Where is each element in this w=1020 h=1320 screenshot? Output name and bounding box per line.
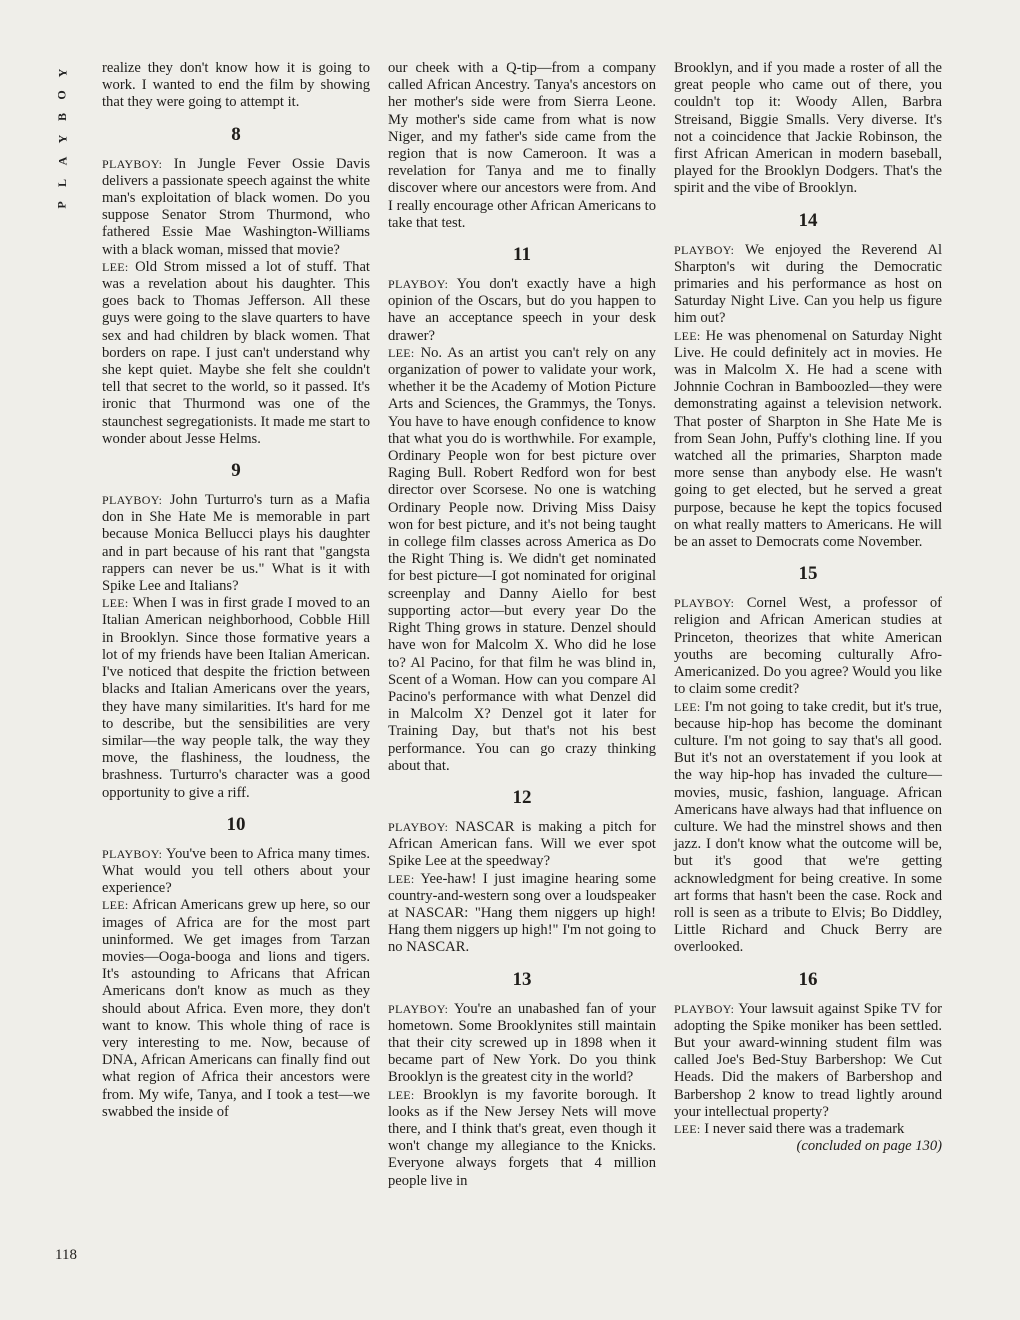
- answer-text: African Americans grew up here, so our images of Africa are for the most part uninformed. We get images from Tarzan movies—Ooga-booga and lions and tigers. It's astounding to Africans that African Americans don't know as much as they should about Africa. Even more, they don't want to know. This whole thing of race is very interesting to me. Now, because of DNA, African Americans can finally find out what region of Africa their ancestors were from. My wife, Tanya, and I took a test—we swabbed the inside of: [102, 897, 370, 1120]
- answer-text: Yee-haw! I just imagine hearing some country-and-western song over a loudspeaker at NASCAR: "Hang them niggers up high! Hang them niggers up high!" I'm not going to no NASCAR.: [388, 870, 657, 956]
- question-text: We enjoyed the Reverend Al Sharpton's wit during the Democratic primaries and his performance as host on Saturday Night Live. Can you help us figure him out?: [674, 241, 942, 327]
- answer: [674, 328, 942, 552]
- speaker-label: PLAYBOY:: [388, 819, 449, 834]
- answer: [102, 259, 370, 448]
- speaker-label: LEE:: [388, 345, 415, 360]
- question-text: You don't exactly have a high opinion of the Oscars, but do you happen to have an acceptance speech in your desk drawer?: [388, 276, 656, 344]
- question-number: 10: [226, 813, 246, 835]
- answer: [388, 345, 656, 775]
- answer: [674, 1121, 942, 1138]
- answer-text: Old Strom missed a lot of stuff. That was a revelation about his daughter. This goes back to Thomas Jefferson. All these guys were going to the slave quarters to have sex and had children by black women. That borders on rape. I just can't understand why she kept quiet. Maybe she felt she couldn't tell that secret to the world, so it passed. It's ironic that Thurmond was one of the staunchest segregationists. It made me start to wonder about Jesse Helms.: [102, 258, 370, 447]
- answer: [388, 871, 656, 957]
- question: [388, 276, 656, 345]
- paragraph: Brooklyn, and if you made a roster of all the great people who came out of there, you couldn't top it: Woody Allen, Barbra Streisand, Biggie Smalls. Very diverse. It's not a coincidence that Jackie Robinson, the first African American in modern baseball, played for the Brooklyn Dodgers. That's the spirit and the vibe of Brooklyn.: [674, 60, 942, 197]
- speaker-label: PLAYBOY:: [674, 1001, 735, 1016]
- answer-text: No. As an artist you can't rely on any organization of power to validate your work, whether it be the Academy of Motion Picture Arts and Sciences, the Grammys, the Tonys. You have to have enough confidence to know that what you do is worthwhile. For example, Ordinary People won for best picture over Raging Bull. Robert Redford won for best director over Scorsese. No one is watching Ordinary People now. Driving Miss Daisy won for best picture, and it's not being taught in college film classes across America as Do the Right Thing is. We didn't get nominated for best picture—I got nominated for original screenplay and Danny Aiello for best supporting actor—but every year Do the Right Thing grows in stature. Denzel should have won for Malcolm X. Who did he lose to? Al Pacino, for that film he was blind in, Scent of a Woman. How can you compare Al Pacino's performance with what Denzel did in Malcolm X? Denzel got it later for Training Day, but that's not his best performance. You can go crazy thinking about that.: [388, 344, 656, 774]
- question: [388, 819, 656, 871]
- speaker-label: PLAYBOY:: [388, 1001, 449, 1016]
- answer-text: I never said there was a trademark: [704, 1120, 905, 1137]
- speaker-label: PLAYBOY:: [102, 156, 163, 171]
- question-number: 8: [231, 123, 241, 145]
- question-number: 9: [231, 460, 241, 482]
- question: [388, 1001, 656, 1087]
- question-number: 11: [513, 244, 531, 266]
- question-text: You're an unabashed fan of your hometown. Some Brooklynites still maintain that their city screwed up in 1898 when it became part of New York. Do you think Brooklyn is the greatest city in the world?: [388, 1000, 657, 1086]
- question: [102, 156, 370, 259]
- continued-note: (concluded on page 130): [796, 1138, 942, 1155]
- paragraph: our cheek with a Q-tip—from a company called African Ancestry. Tanya's ancestors on her mother's side were from Sierra Leone. My mother's side came from what is now Niger, and my father's side came from the region that is now Cameroon. It was a revelation for Tanya and me to finally discover where our ancestors were from. And I really encourage other African Americans to take that test.: [388, 60, 656, 231]
- speaker-label: PLAYBOY:: [388, 277, 449, 292]
- speaker-label: PLAYBOY:: [674, 596, 735, 611]
- answer-text: He was phenomenal on Saturday Night Live. He could definitely act in movies. He was in Malcolm X. He had a scene with Johnnie Cochran in Bamboozled—they were demonstrating against a television network. That poster of Sharpton in She Hate Me is from Sean John, Puffy's clothing line. If you watched all the primaries, Sharpton made more sense than anybody else. He wasn't going to get elected, but he served a great purpose, because he kept the topics focused on what really matters to Americans. He will be an asset to Democrats come November.: [674, 327, 942, 551]
- speaker-label: LEE:: [102, 596, 129, 611]
- question-number: 14: [798, 209, 818, 231]
- column-2: [388, 60, 656, 1190]
- answer-text: When I was in first grade I moved to an Italian American neighborhood, Cobble Hill in Brooklyn. Since those formative years a lot of my friends have been Italian American. I've noticed that despite the friction between blacks and Italian Americans over the years, they have many similarities. It's hard for me to describe, but the sensibilities are very similar—the way people talk, the way they move, the flashiness, the loudness, the brashness. Turturro's character was a good opportunity to give a riff.: [102, 595, 370, 801]
- answer-text: I'm not going to take credit, but it's true, because hip-hop has become the dominant culture. I'm not going to say that's all good. But it's not an overstatement if you look at the way hip-hop has invaded the culture—movies, music, fashion, language. African Americans have always had that influence on culture. We had the minstrel shows and then jazz. I don't know what the outcome will be, but it's good that we're getting acknowledgment for being creative. In some art forms that hasn't been the case. Rock and roll is seen as a tribute to Elvis; Bo Diddley, Little Richard and Chuck Berry are overlooked.: [674, 698, 942, 956]
- page-number: 118: [55, 1247, 77, 1263]
- answer-text: Brooklyn is my favorite borough. It looks as if the New Jersey Nets will move there, and I think that's great, even though it won't change my allegiance to the Knicks. Everyone always forgets that 4 million people live in: [388, 1086, 656, 1189]
- question-number: 12: [512, 786, 532, 808]
- speaker-label: LEE:: [102, 898, 129, 913]
- speaker-label: LEE:: [102, 259, 129, 274]
- answer: [102, 595, 370, 801]
- question-number: 16: [798, 968, 818, 990]
- speaker-label: LEE:: [674, 328, 701, 343]
- answer: [102, 897, 370, 1121]
- speaker-label: PLAYBOY:: [102, 846, 163, 861]
- brand-vertical: Y O B Y A L P: [54, 68, 69, 209]
- question: [674, 595, 942, 698]
- question-text: Your lawsuit against Spike TV for adopting the Spike moniker has been settled. But your award-winning student film was called Joe's Bed-Stuy Barbershop: We Cut Heads. Did the makers of Barbershop and Barbershop 2 know to tread lightly around your intellectual property?: [674, 1000, 943, 1120]
- question: [102, 846, 370, 898]
- speaker-label: LEE:: [388, 871, 415, 886]
- speaker-label: PLAYBOY:: [102, 493, 163, 508]
- question-text: John Turturro's turn as a Mafia don in She Hate Me is memorable in part because Monica Bellucci plays his daughter and in part because of his rant that "gangsta rappers can never be us." What is it with Spike Lee and Italians?: [102, 492, 370, 595]
- question-text: In Jungle Fever Ossie Davis delivers a passionate speech against the white man's exploitation of black women. Do you suppose Senator Strom Thurmond, who fathered Essie Mae Washington-Williams with a black woman, missed that movie?: [102, 155, 371, 258]
- column-3: [674, 60, 942, 1155]
- speaker-label: PLAYBOY:: [674, 242, 735, 257]
- question-number: 15: [798, 563, 818, 585]
- column-1: [102, 60, 370, 1121]
- speaker-label: LEE:: [674, 699, 701, 714]
- speaker-label: LEE:: [674, 1121, 701, 1136]
- question-text: NASCAR is making a pitch for African American fans. Will we ever spot Spike Lee at the speedway?: [388, 818, 656, 870]
- question-number: 13: [512, 968, 532, 990]
- answer: [388, 1087, 656, 1190]
- question: [102, 492, 370, 595]
- question: [674, 1001, 942, 1121]
- paragraph: realize they don't know how it is going to work. I wanted to end the film by showing that they were going to attempt it.: [102, 60, 370, 111]
- answer: [674, 699, 942, 957]
- question-text: Cornel West, a professor of religion and African American studies at Princeton, theorizes that white American youths are becoming culturally Afro-Americanized. Do you agree? Would you like to claim some credit?: [674, 595, 942, 698]
- question: [674, 242, 942, 328]
- speaker-label: LEE:: [388, 1087, 415, 1102]
- question-text: You've been to Africa many times. What would you tell others about your experience?: [102, 845, 371, 897]
